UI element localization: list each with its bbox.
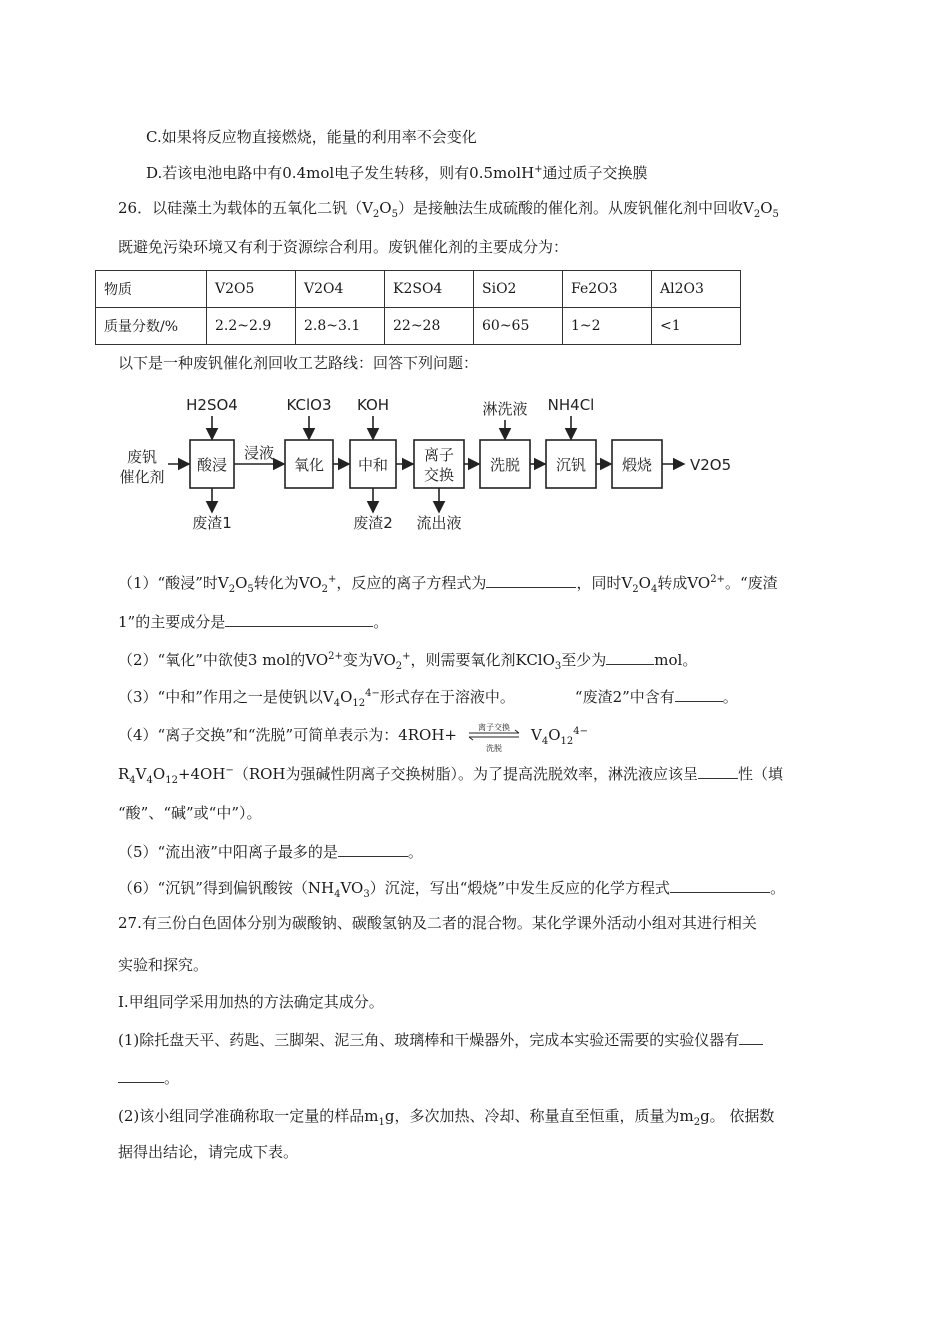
feed-label: 废钒 bbox=[126, 448, 158, 466]
subquestion-1-line1: （1）“酸浸”时$V_2O_5$转化为$VO_2^+$，反应的离子方程式为 ，同时$V_2O_4$转成$VO^{2+}$。“废渣 bbox=[118, 574, 778, 595]
question-27-item-1-cont: 。 bbox=[118, 1068, 179, 1088]
subquestion-6: （6）“沉钒”得到偏钒酸铵$(NH_4VO_3)$沉淀，写出“煅烧”中发生反应的化学方程式 。 bbox=[118, 879, 786, 900]
input-reagent: NH4Cl bbox=[547, 396, 595, 414]
question-27-part-i: I.甲组同学采用加热的方法确定其成分。 bbox=[118, 993, 384, 1011]
step-label: 离子 bbox=[423, 446, 455, 464]
table-cell: V2O4 bbox=[296, 271, 385, 308]
output-label: 废渣2 bbox=[353, 514, 393, 532]
question-27-item-2-cont: 据得出结论，请完成下表。 bbox=[118, 1143, 299, 1161]
reversible-arrow: 离子交换 洗脱 bbox=[465, 722, 523, 750]
question-27-line2: 实验和探究。 bbox=[118, 956, 209, 974]
feed-label: 催化剂 bbox=[119, 468, 165, 486]
subquestion-4-line3: “酸”、“碱”或“中”）。 bbox=[118, 804, 262, 822]
option-d: D.若该电池电路中有0.4mol电子发生转移，则有0.5molH+通过质子交换膜 bbox=[146, 164, 648, 182]
answer-blank[interactable] bbox=[739, 1030, 763, 1045]
intermediate-label: 浸液 bbox=[243, 444, 275, 462]
answer-blank[interactable] bbox=[606, 650, 654, 665]
table-cell: <1 bbox=[652, 308, 741, 345]
question-27-item-1: (1)除托盘天平、药匙、三脚架、泥三角、玻璃棒和干燥器外，完成本实验还需要的实验仪器有 bbox=[118, 1030, 763, 1050]
subquestion-4-line1: （4）“离子交换”和“洗脱”可简单表示为：4ROH+ 离子交换 洗脱 $V_4O_{12}^{4-}$ bbox=[118, 723, 589, 753]
step-label: 沉钒 bbox=[555, 456, 587, 474]
table-cell: SiO2 bbox=[474, 271, 563, 308]
step-label: 中和 bbox=[357, 456, 389, 474]
table-cell: 质量分数/% bbox=[96, 308, 207, 345]
output-label: 流出液 bbox=[416, 514, 462, 532]
subquestion-1-line2: 1”的主要成分是 。 bbox=[118, 613, 389, 631]
table-cell: 2.2~2.9 bbox=[207, 308, 296, 345]
table-cell: 22~28 bbox=[385, 308, 474, 345]
subquestion-5: （5）“流出液”中阳离子最多的是 。 bbox=[118, 843, 423, 861]
input-reagent: KClO3 bbox=[286, 396, 332, 414]
table-cell: 1~2 bbox=[563, 308, 652, 345]
table-cell: 2.8~3.1 bbox=[296, 308, 385, 345]
subquestion-4-line2: $R_4V_4O_{12}+4OH^-(ROH$为强碱性阴离子交换树脂）。为了提高洗脱效率，淋洗液应该呈 性（填 bbox=[118, 765, 784, 786]
input-reagent: 淋洗液 bbox=[482, 400, 528, 418]
table-cell: Al2O3 bbox=[652, 271, 741, 308]
table-cell: K2SO4 bbox=[385, 271, 474, 308]
input-reagent: KOH bbox=[356, 396, 390, 414]
route-intro: 以下是一种废钒催化剂回收工艺路线：回答下列问题： bbox=[118, 354, 479, 372]
step-label: 洗脱 bbox=[489, 456, 521, 474]
answer-blank[interactable] bbox=[118, 1068, 164, 1083]
step-label: 氧化 bbox=[293, 456, 325, 474]
table-cell: 60~65 bbox=[474, 308, 563, 345]
answer-blank[interactable] bbox=[225, 612, 373, 627]
question-26-line2: 既避免污染环境又有利于资源综合利用。废钒催化剂的主要成分为： bbox=[118, 238, 569, 256]
table-cell: V2O5 bbox=[207, 271, 296, 308]
step-label: 煅烧 bbox=[621, 456, 653, 474]
subquestion-2: （2）“氧化”中欲使3 mol的$VO^{2+}$变为$VO_2^+$，则需要氧化剂KClO$_3$至少为 mol。 bbox=[118, 651, 698, 672]
answer-blank[interactable] bbox=[698, 764, 738, 779]
question-26-line1: 26．以硅藻土为载体的五氧化二钒$(V_2O_5)$是接触法生成硫酸的催化剂。从废钒催化剂中回收$V_2O_5$ bbox=[118, 199, 779, 220]
option-c: C.如果将反应物直接燃烧，能量的利用率不会变化 bbox=[146, 128, 477, 146]
question-27-item-2: (2)该小组同学准确称取一定量的样品$m_1g$，多次加热、冷却、称量直至恒重，质量为$m_2g$。 依据数 bbox=[118, 1107, 775, 1128]
table-cell: Fe2O3 bbox=[563, 271, 652, 308]
product-label: V2O5 bbox=[690, 456, 732, 474]
input-reagent: H2SO4 bbox=[186, 396, 238, 414]
step-label: 酸浸 bbox=[196, 456, 228, 474]
answer-blank[interactable] bbox=[338, 842, 408, 857]
subquestion-3: （3）“中和”作用之一是使钒以$V_4O_{12}^{4-}$形式存在于溶液中。 “废渣2”中含有 。 bbox=[118, 688, 738, 709]
output-label: 废渣1 bbox=[192, 514, 232, 532]
answer-blank[interactable] bbox=[675, 687, 723, 702]
step-label: 交换 bbox=[423, 466, 455, 484]
answer-blank[interactable] bbox=[486, 573, 576, 588]
question-27-line1: 27.有三份白色固体分别为碳酸钠、碳酸氢钠及二者的混合物。某化学课外活动小组对其进行相关 bbox=[118, 914, 757, 932]
table-cell: 物质 bbox=[96, 271, 207, 308]
answer-blank[interactable] bbox=[670, 878, 770, 893]
